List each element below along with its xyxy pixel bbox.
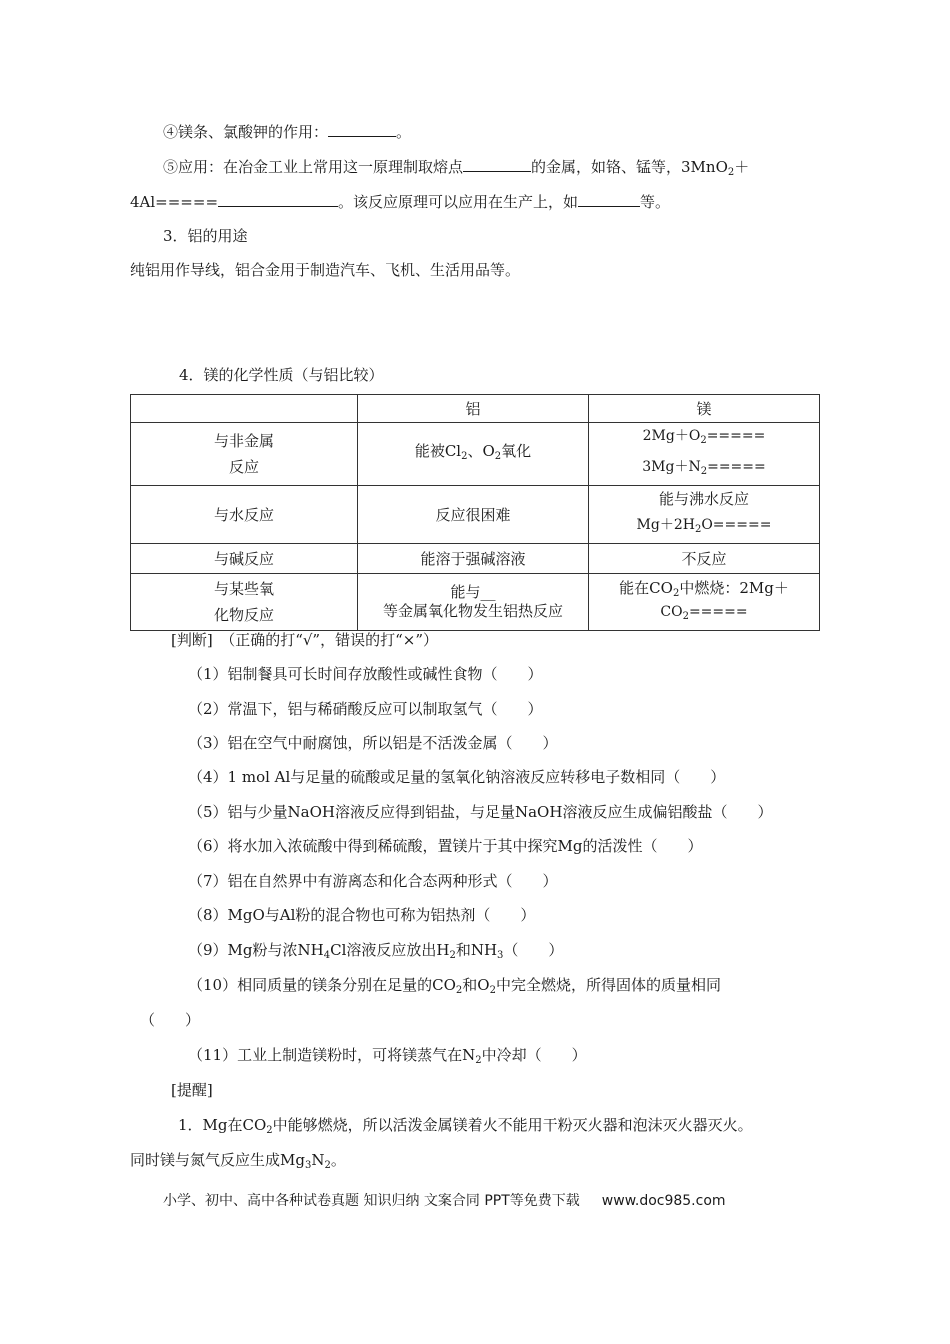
item-5-line2-end: 等。 [640, 193, 671, 211]
cell-line: 能与沸水反应 [658, 490, 749, 508]
q11-sub: 2 [475, 1055, 482, 1066]
table-header-al: 铝 [358, 395, 589, 423]
remind-paragraph-1-line2 [130, 1150, 346, 1176]
cell-line [593, 512, 815, 543]
cell-text: O===== [701, 517, 772, 533]
remind-paragraph-1 [178, 1115, 753, 1141]
table-cell-al: 能溶于强碱溶液 [358, 544, 589, 574]
cell-text: 能在CO [619, 578, 673, 597]
cell-text: 2Mg＋O [642, 428, 701, 444]
remind-heading: [提醒] [171, 1081, 213, 1099]
cell-line: 等金属氧化物发生铝热反应 [382, 602, 563, 620]
q9-sub: 4 [323, 950, 331, 961]
q10-sub: 2 [455, 985, 463, 996]
table-header-row [131, 395, 820, 423]
judge-item-10-paren: （ ） [140, 1011, 201, 1029]
cell-text: Mg＋2H [636, 517, 695, 533]
table-header-mg: 镁 [589, 395, 820, 423]
table-cell-mg [589, 423, 820, 486]
blank-5a[interactable] [463, 155, 531, 172]
q9-text: （9）Mg粉与浓NH [188, 941, 324, 959]
q9-sub: 2 [449, 950, 456, 961]
item-5-sub: 2 [727, 167, 735, 178]
cell-text: ===== [707, 459, 766, 475]
table-cell-al: 反应很困难 [358, 486, 589, 544]
cell-sub: 2 [672, 587, 680, 599]
cell-text: ===== [688, 603, 748, 620]
table-row [131, 544, 820, 574]
judge-item-2: （2）常温下，铝与稀硝酸反应可以制取氢气（ ） [188, 700, 543, 718]
table-row [131, 486, 820, 544]
cell-sub: 2 [700, 466, 708, 477]
item-5-line2 [130, 190, 670, 212]
cell-text: 、O [467, 442, 495, 460]
cell-line [593, 454, 815, 485]
judge-item-1: （1）铝制餐具可长时间存放酸性或碱性食物（ ） [188, 665, 543, 683]
judge-item-10 [188, 975, 721, 1001]
q11-text: 中冷却（ ） [481, 1046, 587, 1064]
judge-item-3: （3）铝在空气中耐腐蚀，所以铝是不活泼金属（ ） [188, 734, 558, 752]
item-5-line2-mid: 。该反应原理可以应用在生产上，如 [338, 193, 579, 211]
footer-text: 小学、初中、高中各种试卷真题 知识归纳 文案合同 PPT等免费下载 [163, 1193, 580, 1209]
remind-text: N [311, 1151, 325, 1169]
page-footer [163, 1190, 726, 1210]
cell-sub: 2 [461, 451, 468, 462]
remind-sub: 2 [266, 1125, 273, 1136]
item-5-part2: 的金属，如铬、锰等，3MnO [531, 158, 728, 176]
cell-sub: 2 [494, 451, 502, 462]
table-cell-mg [589, 486, 820, 544]
q11-text: （11）工业上制造镁粉时，可将镁蒸气在N [188, 1046, 476, 1064]
cell-text: 氧化 [501, 442, 532, 460]
cell-text: 能被Cl [414, 442, 462, 460]
blank-5c[interactable] [578, 190, 640, 207]
judge-item-8: （8）MgO与Al粉的混合物也可称为铝热剂（ ） [188, 906, 536, 924]
q10-text: 中完全燃烧，所得固体的质量相同 [495, 976, 721, 994]
table-cell-mg: 不反应 [589, 544, 820, 574]
cell-line: 能与__ [450, 583, 496, 601]
judge-heading: [判断] （正确的打“√”，错误的打“×”） [171, 631, 439, 649]
item-5-line1 [163, 155, 749, 183]
table-cell-category: 与水反应 [131, 486, 358, 544]
cell-sub: 2 [682, 610, 689, 622]
item-5-line2-start: 4Al===== [130, 193, 219, 211]
judge-item-4: （4）1 mol Al与足量的硫酸或足量的氢氧化钠溶液反应转移电子数相同（ ） [188, 768, 726, 786]
judge-item-5: （5）铝与少量NaOH溶液反应得到铝盐，与足量NaOH溶液反应生成偏铝酸盐（ ） [188, 803, 773, 821]
section4-heading: 4．镁的化学性质（与铝比较） [179, 366, 384, 384]
cell-line [593, 579, 815, 603]
table-cell-mg [589, 574, 820, 631]
judge-item-11 [188, 1045, 587, 1071]
item-4 [163, 120, 411, 142]
remind-text: 同时镁与氮气反应生成Mg [130, 1151, 305, 1169]
cell-line [593, 423, 815, 454]
q10-sub: 2 [489, 985, 496, 996]
table-row [131, 574, 820, 631]
q9-text: Cl溶液反应放出H [330, 941, 450, 959]
blank-5b[interactable] [218, 190, 338, 207]
judge-item-9 [188, 940, 563, 966]
cell-line: 反应 [228, 458, 259, 476]
q10-text: （10）相同质量的镁条分别在足量的CO [188, 976, 456, 994]
item-4-text: ④镁条、氯酸钾的作用： [163, 123, 329, 141]
cell-line: 与非金属 [213, 432, 274, 450]
comparison-table [130, 394, 820, 631]
item-5-part2-end: ＋ [734, 158, 750, 176]
remind-text: 。 [330, 1151, 346, 1169]
footer-url[interactable]: www.doc985.com [601, 1193, 726, 1209]
section3-heading: 3．铝的用途 [163, 227, 248, 245]
table-cell-al [358, 423, 589, 486]
q9-text: 和NH [455, 941, 498, 959]
table-row [131, 423, 820, 486]
item-5-part1: ⑤应用：在冶金工业上常用这一原理制取熔点 [163, 158, 464, 176]
remind-text: 1．Mg在CO [178, 1116, 267, 1134]
table-cell-category [131, 574, 358, 631]
item-4-end: 。 [396, 123, 412, 141]
cell-text: 中燃烧：2Mg＋ [679, 578, 789, 597]
q9-sub: 3 [497, 950, 504, 961]
section3-text: 纯铝用作导线，铝合金用于制造汽车、飞机、生活用品等。 [130, 261, 521, 279]
blank-4[interactable] [328, 120, 396, 137]
cell-line: 与某些氧 [213, 580, 274, 598]
table-cell-category [131, 423, 358, 486]
remind-sub: 2 [324, 1160, 331, 1171]
judge-item-6: （6）将水加入浓硫酸中得到稀硫酸，置镁片于其中探究Mg的活泼性（ ） [188, 837, 703, 855]
cell-sub: 2 [700, 435, 707, 446]
remind-text: 中能够燃烧，所以活泼金属镁着火不能用干粉灭火器和泡沫灭火器灭火。 [272, 1116, 753, 1134]
table-header-empty [131, 395, 358, 423]
cell-text: CO [660, 603, 683, 620]
judge-item-7: （7）铝在自然界中有游离态和化合态两种形式（ ） [188, 872, 558, 890]
q9-text: （ ） [503, 941, 564, 959]
cell-text: ===== [706, 428, 766, 444]
q10-text: 和O [462, 976, 490, 994]
cell-text: 3Mg＋N [642, 459, 701, 475]
cell-sub: 2 [694, 524, 702, 535]
cell-line [593, 603, 815, 626]
table-cell-al [358, 574, 589, 631]
remind-sub: 3 [304, 1160, 312, 1171]
table-cell-category: 与碱反应 [131, 544, 358, 574]
cell-line: 化物反应 [213, 606, 274, 624]
